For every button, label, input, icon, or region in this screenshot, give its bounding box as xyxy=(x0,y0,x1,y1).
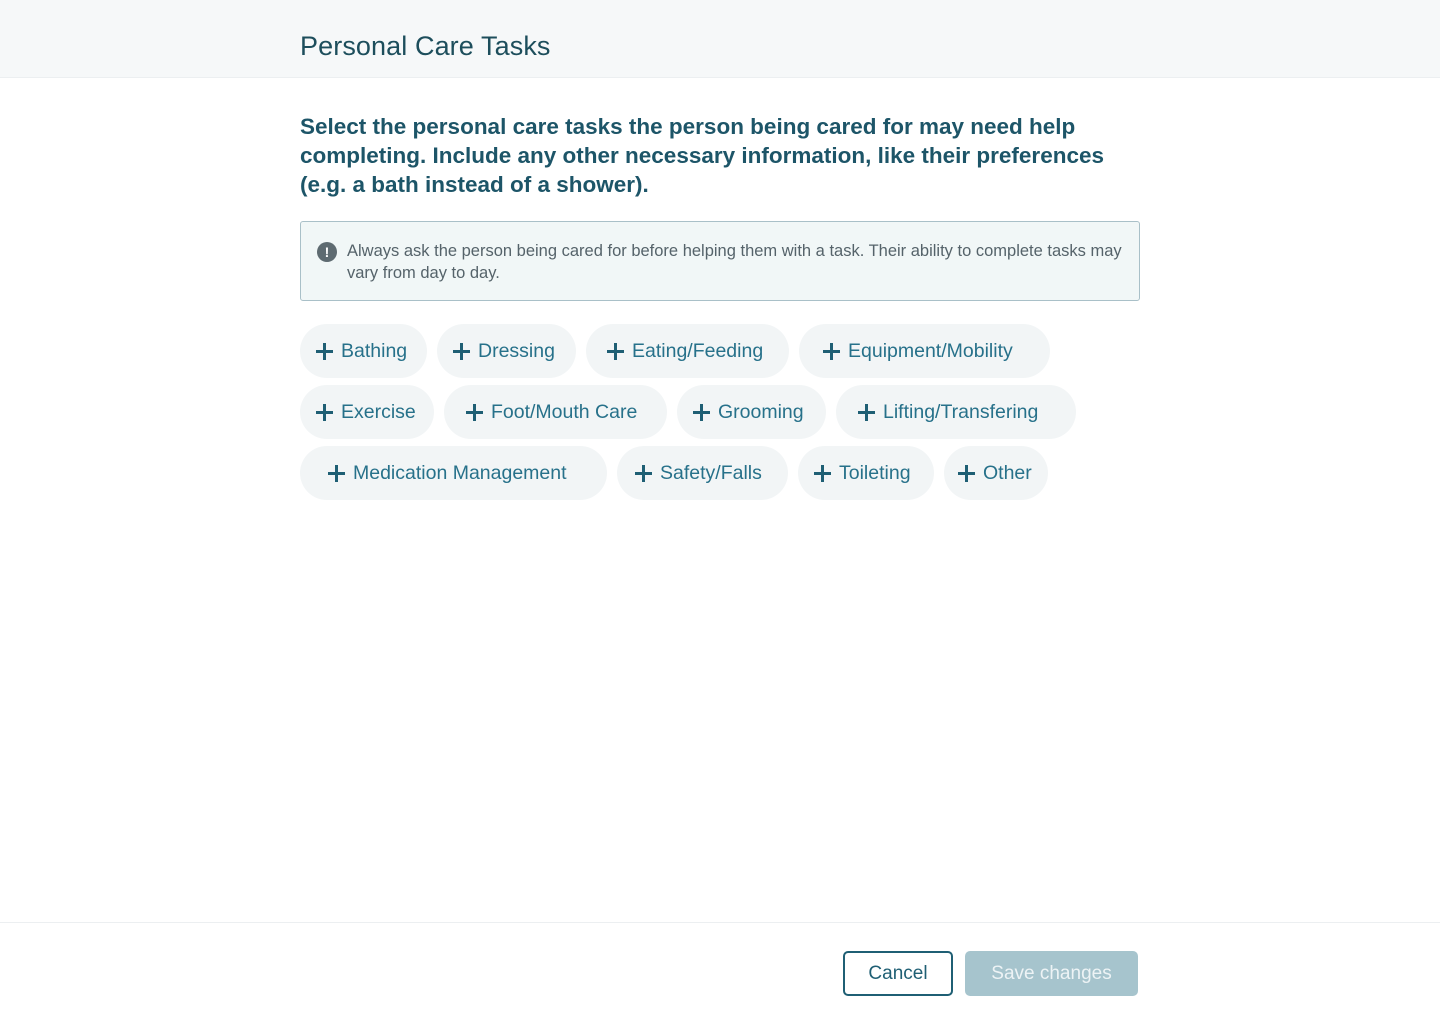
notice-text: Always ask the person being cared for before helping them with a task. Their ability to complete tasks may vary from day to day. xyxy=(347,242,1122,282)
instructions-text: Select the personal care tasks the person being cared for may need help completing. Include any other necessary information, like their preferences (e.g. a bath instead of a shower). xyxy=(300,114,1104,197)
chip-bathing[interactable] xyxy=(300,324,427,378)
chip-label: Dressing xyxy=(478,339,555,362)
plus-icon xyxy=(635,465,652,482)
chip-toileting[interactable] xyxy=(798,446,934,500)
chip-label: Equipment/Mobility xyxy=(848,339,1013,362)
plus-icon xyxy=(453,343,470,360)
chip-label: Lifting/Transfering xyxy=(883,400,1039,423)
chip-exercise[interactable] xyxy=(300,385,434,439)
chip-label: Grooming xyxy=(718,400,804,423)
page-title: Personal Care Tasks xyxy=(300,31,551,61)
chip-medication-management[interactable] xyxy=(300,446,607,500)
chip-row xyxy=(300,446,1140,500)
chip-label: Other xyxy=(983,461,1032,484)
chip-foot-mouth-care[interactable] xyxy=(444,385,667,439)
chip-label: Eating/Feeding xyxy=(632,339,764,362)
chip-eating-feeding[interactable] xyxy=(586,324,789,378)
page-header xyxy=(0,0,1440,78)
footer-divider xyxy=(0,922,1440,923)
chip-row xyxy=(300,385,1140,439)
plus-icon xyxy=(328,465,345,482)
plus-icon xyxy=(958,465,975,482)
chip-grooming[interactable] xyxy=(677,385,826,439)
chip-label: Foot/Mouth Care xyxy=(491,400,638,423)
chip-dressing[interactable] xyxy=(437,324,576,378)
notice-box xyxy=(300,221,1140,301)
plus-icon xyxy=(693,404,710,421)
save-changes-button[interactable]: Save changes xyxy=(965,951,1138,996)
exclamation-circle-icon: ! xyxy=(317,242,337,262)
plus-icon xyxy=(858,404,875,421)
chip-label: Bathing xyxy=(341,339,408,362)
chip-label: Medication Management xyxy=(353,461,567,484)
cancel-button[interactable]: Cancel xyxy=(843,951,953,996)
chip-lifting-transfering[interactable] xyxy=(836,385,1076,439)
chip-label: Exercise xyxy=(341,400,416,423)
plus-icon xyxy=(814,465,831,482)
plus-icon xyxy=(823,343,840,360)
plus-icon xyxy=(316,343,333,360)
chip-label: Toileting xyxy=(839,461,911,484)
plus-icon xyxy=(316,404,333,421)
plus-icon xyxy=(607,343,624,360)
chip-safety-falls[interactable] xyxy=(617,446,788,500)
chip-equipment-mobility[interactable] xyxy=(799,324,1050,378)
chip-row xyxy=(300,324,1140,378)
task-chip-list xyxy=(300,324,1140,507)
chip-label: Safety/Falls xyxy=(660,461,762,484)
plus-icon xyxy=(466,404,483,421)
chip-other[interactable] xyxy=(944,446,1048,500)
